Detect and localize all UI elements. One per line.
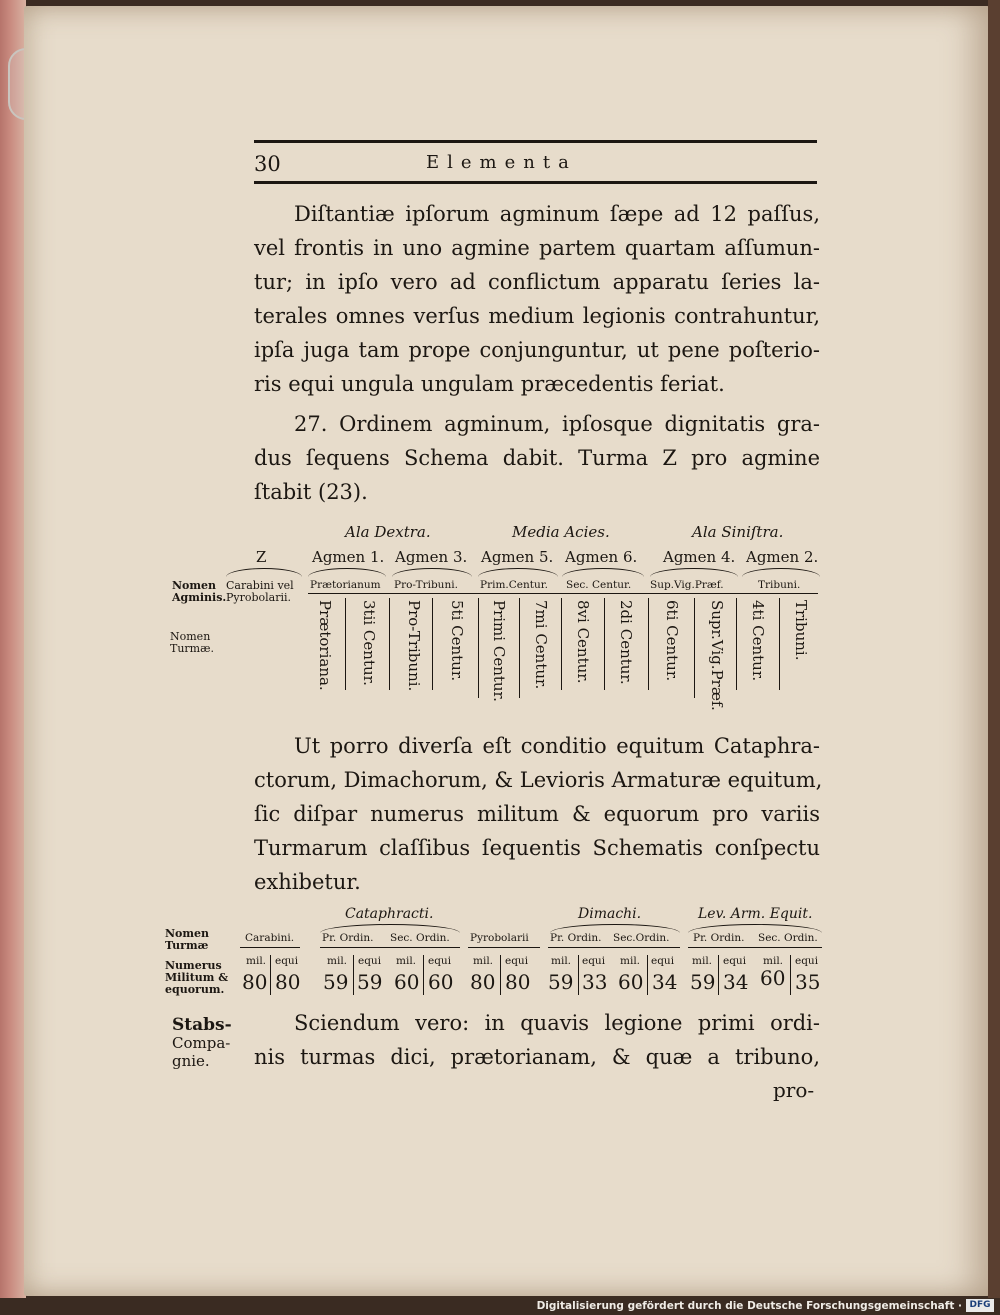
mil-label: mil. bbox=[327, 955, 348, 967]
turma-name: Tribuni. bbox=[792, 600, 810, 661]
text-line: Ut porro diverſa eſt conditio equitum Cataphra- bbox=[294, 734, 820, 758]
group-label: Media Acies. bbox=[512, 523, 610, 541]
mil-value: 80 bbox=[470, 970, 496, 994]
mil-label: mil. bbox=[692, 955, 713, 967]
agmen-name: Prim.Centur. bbox=[480, 579, 548, 591]
text-line: nis turmas dici, prætorianam, & quæ a tribuno, bbox=[254, 1045, 820, 1069]
equi-value: 35 bbox=[795, 970, 821, 994]
agmen-title: Agmen 3. bbox=[395, 548, 468, 566]
agmen-title: Agmen 5. bbox=[481, 548, 554, 566]
note-line: Compa- bbox=[172, 1034, 231, 1052]
text-line: Diſtantiæ ipſorum agminum ſæpe ad 12 paſſus, bbox=[294, 202, 820, 226]
text-line: ris equi ungula ungulam præcedentis feriat. bbox=[254, 372, 725, 396]
turma-column-name: Pr. Ordin. bbox=[322, 932, 374, 944]
header-top-rule bbox=[254, 140, 817, 143]
column-separator bbox=[432, 598, 433, 690]
z-label: Z bbox=[256, 548, 267, 566]
text-line: ipſa juga tam prope conjunguntur, ut pene poſterio- bbox=[254, 338, 820, 362]
mil-value: 60 bbox=[760, 966, 786, 990]
mil-label: mil. bbox=[396, 955, 417, 967]
equi-label: equi bbox=[795, 955, 819, 967]
column-separator bbox=[648, 598, 649, 690]
column-separator bbox=[500, 955, 501, 995]
equi-label: equi bbox=[358, 955, 382, 967]
z-name: Carabini vel Pyrobolarii. bbox=[226, 579, 294, 604]
text-line: vel frontis in uno agmine partem quartam aſſumun- bbox=[254, 236, 820, 260]
turma-name: Supr.Vig.Præf. bbox=[708, 600, 726, 711]
equi-label: equi bbox=[723, 955, 747, 967]
group-label: Ala Siniſtra. bbox=[692, 523, 784, 541]
row-label-turma: Nomen Turmæ. bbox=[170, 630, 214, 655]
text-line: ſic diſpar numerus militum & equorum pro variis bbox=[254, 802, 820, 826]
column-separator bbox=[718, 955, 719, 995]
turma-name: Pro-Tribuni. bbox=[405, 600, 423, 692]
agmen-title: Agmen 1. bbox=[312, 548, 385, 566]
book-spine-edge bbox=[988, 0, 1000, 1315]
column-separator bbox=[270, 955, 271, 995]
group-label: Ala Dextra. bbox=[345, 523, 431, 541]
text-line: dus ſequens Schema dabit. Turma Z pro agmine bbox=[254, 446, 820, 470]
mil-label: mil. bbox=[246, 955, 267, 967]
column-separator bbox=[561, 598, 562, 690]
text-line: terales omnes verſus medium legionis contrahuntur, bbox=[254, 304, 820, 328]
agmen-name: Sup.Vig.Præf. bbox=[650, 579, 724, 591]
turma-column-name: Sec.Ordin. bbox=[613, 932, 670, 944]
page-number: 30 bbox=[254, 152, 281, 176]
marginal-note bbox=[172, 1016, 232, 1070]
turma-column-name: Sec. Ordin. bbox=[758, 932, 818, 944]
text-line: Sciendum vero: in quavis legione primi ordi- bbox=[294, 1011, 820, 1035]
column-separator bbox=[353, 955, 354, 995]
dfg-logo-icon: DFG bbox=[966, 1299, 994, 1312]
paragraph-1 bbox=[254, 197, 820, 401]
column-separator bbox=[647, 955, 648, 995]
turma-column-name: Carabini. bbox=[245, 932, 295, 944]
equi-label: equi bbox=[582, 955, 606, 967]
text-line: Turmarum claſſibus ſequentis Schematis conſpectu bbox=[254, 836, 820, 860]
turma-column-name: Pyrobolarii bbox=[470, 932, 529, 944]
footer-credit: Digitalisierung gefördert durch die Deutsche Forschungsgemeinschaft · bbox=[536, 1300, 962, 1312]
turma-name: 4ti Centur. bbox=[749, 600, 767, 682]
column-separator bbox=[478, 598, 479, 698]
turma-name: 6ti Centur. bbox=[663, 600, 681, 682]
text-line: 27. Ordinem agminum, ipſosque dignitatis gra- bbox=[294, 412, 820, 436]
column-rule bbox=[320, 947, 460, 948]
turma-name: 2di Centur. bbox=[617, 600, 635, 685]
equi-value: 60 bbox=[428, 970, 454, 994]
equi-value: 80 bbox=[505, 970, 531, 994]
mil-label: mil. bbox=[473, 955, 494, 967]
agmen-rule bbox=[308, 593, 818, 594]
turma-name: Prætoriana. bbox=[316, 600, 334, 691]
agmen-name: Prætorianum bbox=[310, 579, 381, 591]
turma-column-name: Pr. Ordin. bbox=[693, 932, 745, 944]
agmen-title: Agmen 4. bbox=[663, 548, 736, 566]
equi-label: equi bbox=[651, 955, 675, 967]
equi-value: 59 bbox=[357, 970, 383, 994]
agmen-title: Agmen 6. bbox=[565, 548, 638, 566]
column-rule bbox=[548, 947, 680, 948]
column-separator bbox=[578, 955, 579, 995]
mil-value: 60 bbox=[618, 970, 644, 994]
turma-name: 3tii Centur. bbox=[360, 600, 378, 686]
column-separator bbox=[779, 598, 780, 690]
column-separator bbox=[790, 955, 791, 995]
equi-label: equi bbox=[505, 955, 529, 967]
equi-value: 34 bbox=[723, 970, 749, 994]
text-line: exhibetur. bbox=[254, 870, 361, 894]
note-line: gnie. bbox=[172, 1052, 210, 1070]
running-header bbox=[254, 152, 817, 182]
mil-value: 59 bbox=[323, 970, 349, 994]
paragraph-3 bbox=[254, 729, 823, 899]
text-line: tur; in ipſo vero ad conflictum apparatu ſeries la- bbox=[254, 270, 820, 294]
catchword: pro- bbox=[773, 1078, 815, 1102]
column-rule bbox=[688, 947, 822, 948]
header-bottom-rule bbox=[254, 181, 817, 184]
column-separator bbox=[604, 598, 605, 690]
column-rule bbox=[468, 947, 540, 948]
mil-label: mil. bbox=[763, 955, 784, 967]
agmen-title: Agmen 2. bbox=[746, 548, 819, 566]
agmen-name: Tribuni. bbox=[758, 579, 801, 591]
group-label: Dimachi. bbox=[578, 906, 642, 922]
column-separator bbox=[423, 955, 424, 995]
text-line: ctorum, Dimachorum, & Levioris Armaturæ equitum, bbox=[254, 768, 823, 792]
book-edge bbox=[0, 0, 26, 1300]
row-label-numerus: Numerus Militum & equorum. bbox=[165, 959, 229, 996]
column-separator bbox=[389, 598, 390, 690]
mil-value: 60 bbox=[394, 970, 420, 994]
equi-value: 80 bbox=[275, 970, 301, 994]
turma-column-name: Sec. Ordin. bbox=[390, 932, 450, 944]
agmen-name: Pro-Tribuni. bbox=[394, 579, 458, 591]
column-separator bbox=[519, 598, 520, 698]
equi-label: equi bbox=[428, 955, 452, 967]
equi-label: equi bbox=[275, 955, 299, 967]
mil-label: mil. bbox=[551, 955, 572, 967]
turma-name: Primi Centur. bbox=[490, 600, 508, 702]
row-label-turma: Nomen Turmæ bbox=[165, 927, 210, 952]
turma-name: 8vi Centur. bbox=[574, 600, 592, 684]
column-separator bbox=[736, 598, 737, 690]
equi-value: 34 bbox=[652, 970, 678, 994]
turma-column-name: Pr. Ordin. bbox=[550, 932, 602, 944]
column-separator bbox=[345, 598, 346, 690]
equi-value: 33 bbox=[582, 970, 608, 994]
group-label: Cataphracti. bbox=[345, 906, 434, 922]
column-rule bbox=[240, 947, 300, 948]
turma-name: 5ti Centur. bbox=[448, 600, 466, 682]
mil-value: 80 bbox=[242, 970, 268, 994]
text-line: ſtabit (23). bbox=[254, 480, 368, 504]
running-head-title: Elementa bbox=[426, 152, 577, 173]
mil-value: 59 bbox=[548, 970, 574, 994]
column-separator bbox=[694, 598, 695, 698]
group-label: Lev. Arm. Equit. bbox=[698, 906, 813, 922]
note-line: Stabs- bbox=[172, 1015, 232, 1035]
row-label-agmen: Nomen Agminis. bbox=[172, 579, 227, 604]
turma-name: 7mi Centur. bbox=[532, 600, 550, 690]
paragraph-4 bbox=[254, 1006, 820, 1074]
mil-label: mil. bbox=[620, 955, 641, 967]
agmen-name: Sec. Centur. bbox=[566, 579, 632, 591]
mil-value: 59 bbox=[690, 970, 716, 994]
paragraph-2 bbox=[254, 407, 820, 509]
